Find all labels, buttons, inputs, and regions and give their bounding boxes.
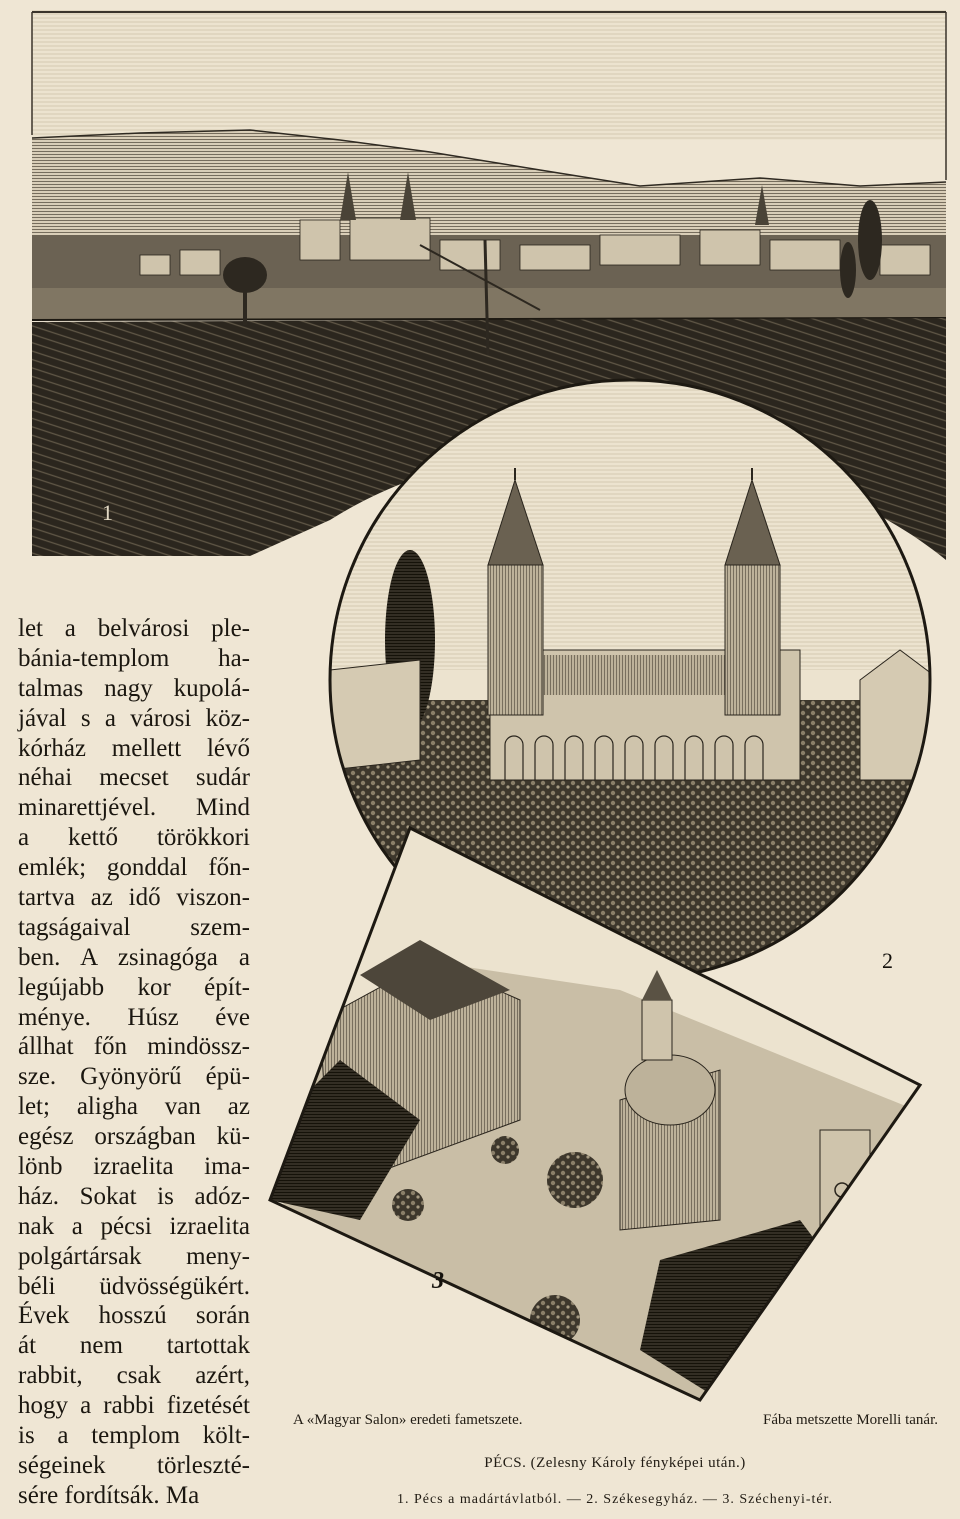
text-line: let a belvárosi ple- (18, 615, 250, 642)
text-line: bánia-templom ha- (18, 644, 250, 672)
engraving-credit-right: Fába metszette Morelli tanár. (763, 1412, 938, 1428)
text-line: kórház mellett lévő (18, 734, 250, 762)
text-line: hogy a rabbi fizetését (18, 1392, 250, 1420)
text-line: lönb izraelita ima- (18, 1153, 250, 1181)
text-line: sze. Gyönyörű épü- (18, 1063, 250, 1091)
text-line: talmas nagy kupolá- (18, 674, 250, 702)
text-line: ségeinek törleszté- (18, 1451, 250, 1479)
text-line: ben. A zsinagóga a (18, 943, 250, 971)
figure-caption-subtitle: 1. Pécs a madártávlatból. — 2. Székesegyház. — 3. Széchenyi-tér. (396, 1492, 834, 1507)
text-line: ménye. Húsz éve (18, 1003, 250, 1031)
text-line: legújabb kor épít- (18, 973, 250, 1001)
text-line: let; aligha van az (18, 1093, 250, 1121)
text-line: béli üdvösségükért. (18, 1272, 250, 1300)
text-line: jával s a városi köz- (18, 704, 250, 732)
text-line: állhat főn mindössz- (18, 1033, 250, 1061)
text-line: nak a pécsi izraelita (18, 1212, 250, 1240)
text-line: egész országban kü- (18, 1123, 250, 1151)
text-line: néhai mecset sudár (18, 764, 250, 792)
article-column-text (18, 614, 250, 1511)
text-line: tartva az idő viszon- (18, 884, 250, 912)
figure-1-number: 1 (102, 500, 113, 525)
figure-3-number: 3 (432, 1268, 444, 1294)
figure-2-number: 2 (882, 948, 893, 973)
text-line: is a templom költ- (18, 1422, 250, 1450)
text-line: emlék; gonddal főn- (18, 854, 250, 882)
text-line: Évek hosszú során (18, 1302, 250, 1330)
text-line: át nem tartottak (18, 1332, 250, 1360)
text-line: polgártársak meny- (18, 1242, 250, 1270)
engraving-credit-left: A «Magyar Salon» eredeti fametszete. (293, 1412, 523, 1428)
figure-caption-title: PÉCS. (Zelesny Károly fényképei után.) (484, 1455, 746, 1471)
text-line: sére fordítsák. Ma (18, 1481, 200, 1509)
text-line: minarettjével. Mind (18, 794, 250, 822)
text-line: rabbit, csak azért, (18, 1362, 250, 1390)
text-line: a kettő törökkori (18, 824, 250, 852)
text-line: ház. Sokat is adóz- (18, 1182, 250, 1210)
text-line: tagságaival szem- (18, 913, 250, 941)
